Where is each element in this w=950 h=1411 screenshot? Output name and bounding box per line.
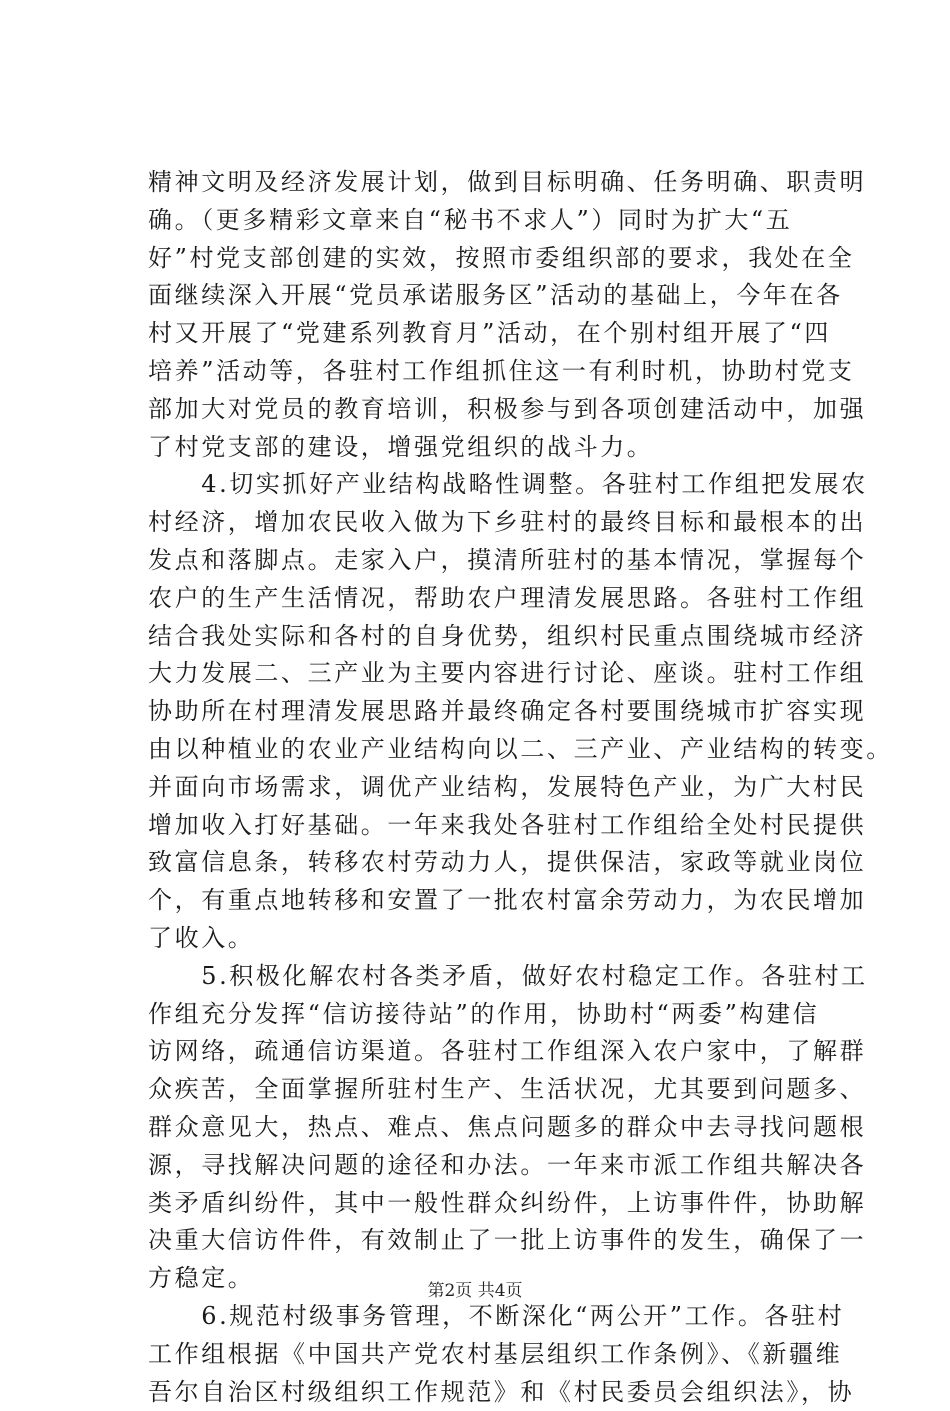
text-line: 6.规范村级事务管理，不断深化“两公开”工作。各驻村 bbox=[148, 1298, 808, 1336]
text-line: 并面向市场需求，调优产业结构，发展特色产业，为广大村民 bbox=[148, 769, 808, 807]
text-line: 众疾苦，全面掌握所驻村生产、生活状况，尤其要到问题多、 bbox=[148, 1071, 808, 1109]
text-line: 村经济，增加农民收入做为下乡驻村的最终目标和最根本的出 bbox=[148, 504, 808, 542]
text-line: 协助所在村理清发展思路并最终确定各村要围绕城市扩容实现 bbox=[148, 693, 808, 731]
text-line: 村又开展了“党建系列教育月”活动，在个别村组开展了“四 bbox=[148, 315, 808, 353]
text-line: 决重大信访件件，有效制止了一批上访事件的发生，确保了一 bbox=[148, 1222, 808, 1260]
text-line: 好”村党支部创建的实效，按照市委组织部的要求，我处在全 bbox=[148, 240, 808, 278]
text-line: 类矛盾纠纷件，其中一般性群众纠纷件，上访事件件，协助解 bbox=[148, 1185, 808, 1223]
text-line: 农户的生产生活情况，帮助农户理清发展思路。各驻村工作组 bbox=[148, 580, 808, 618]
text-line: 方稳定。 bbox=[148, 1260, 808, 1298]
text-line: 精神文明及经济发展计划，做到目标明确、任务明确、职责明 bbox=[148, 164, 808, 202]
text-line: 部加大对党员的教育培训，积极参与到各项创建活动中，加强 bbox=[148, 391, 808, 429]
text-line: 访网络，疏通信访渠道。各驻村工作组深入农户家中，了解群 bbox=[148, 1033, 808, 1071]
text-line: 吾尔自治区村级组织工作规范》和《村民委员会组织法》，协 bbox=[148, 1374, 808, 1411]
page-footer: 第2页 共4页 bbox=[0, 1276, 950, 1301]
text-line: 确。（更多精彩文章来自“秘书不求人”）同时为扩大“五 bbox=[148, 202, 808, 240]
text-line: 由以种植业的农业产业结构向以二、三产业、产业结构的转变。 bbox=[148, 731, 808, 769]
text-line: 增加收入打好基础。一年来我处各驻村工作组给全处村民提供 bbox=[148, 807, 808, 845]
text-line: 4.切实抓好产业结构战略性调整。各驻村工作组把发展农 bbox=[148, 466, 808, 504]
text-line: 工作组根据《中国共产党农村基层组织工作条例》、《新疆维 bbox=[148, 1336, 808, 1374]
text-line: 大力发展二、三产业为主要内容进行讨论、座谈。驻村工作组 bbox=[148, 655, 808, 693]
body-text bbox=[148, 164, 808, 1411]
text-line: 群众意见大，热点、难点、焦点问题多的群众中去寻找问题根 bbox=[148, 1109, 808, 1147]
text-line: 源，寻找解决问题的途径和办法。一年来市派工作组共解决各 bbox=[148, 1147, 808, 1185]
text-line: 致富信息条，转移农村劳动力人，提供保洁，家政等就业岗位 bbox=[148, 844, 808, 882]
text-line: 作组充分发挥“信访接待站”的作用，协助村“两委”构建信 bbox=[148, 996, 808, 1034]
text-line: 结合我处实际和各村的自身优势，组织村民重点围绕城市经济 bbox=[148, 618, 808, 656]
text-line: 5.积极化解农村各类矛盾，做好农村稳定工作。各驻村工 bbox=[148, 958, 808, 996]
text-line: 面继续深入开展“党员承诺服务区”活动的基础上，今年在各 bbox=[148, 277, 808, 315]
text-line: 了村党支部的建设，增强党组织的战斗力。 bbox=[148, 429, 808, 467]
text-line: 个，有重点地转移和安置了一批农村富余劳动力，为农民增加 bbox=[148, 882, 808, 920]
text-line: 了收入。 bbox=[148, 920, 808, 958]
text-line: 培养”活动等，各驻村工作组抓住这一有利时机，协助村党支 bbox=[148, 353, 808, 391]
text-line: 发点和落脚点。走家入户，摸清所驻村的基本情况，掌握每个 bbox=[148, 542, 808, 580]
